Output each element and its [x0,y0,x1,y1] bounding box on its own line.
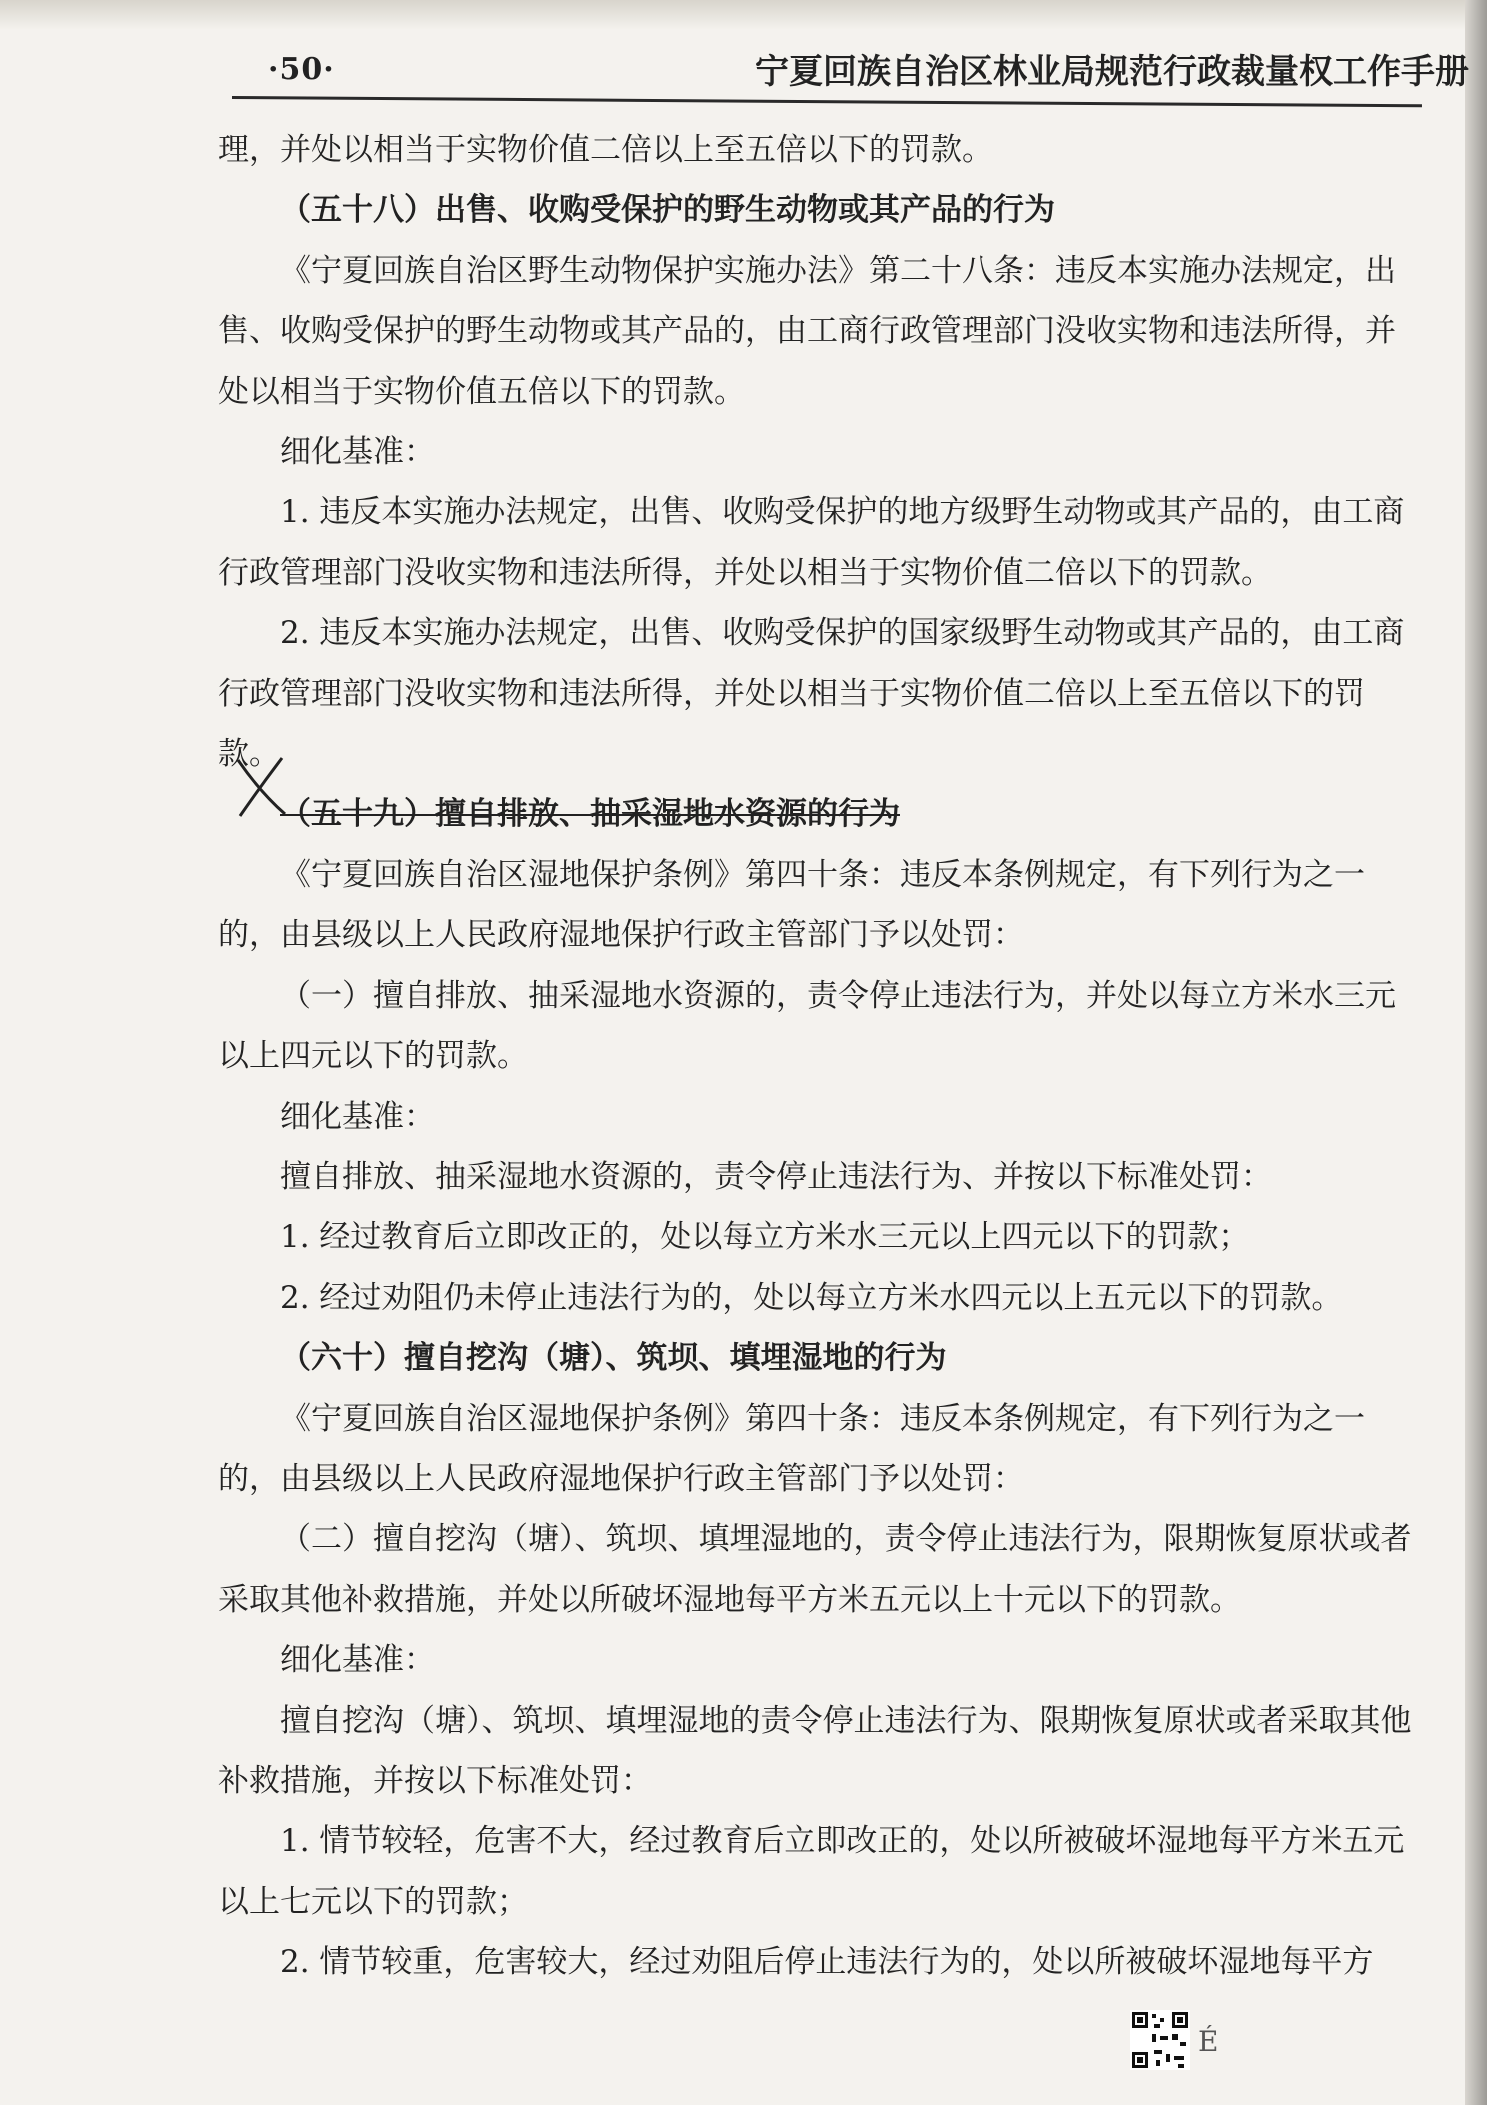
handwritten-cross-icon [230,752,300,822]
page-number: ·50· [268,52,335,87]
header-rule [232,96,1422,107]
paragraph: 1. 情节较轻，危害不大，经过教育后立即改正的，处以所被破坏湿地每平方米五元以上七元以下的罚款； [218,1823,1405,1920]
paragraph: 《宁夏回族自治区湿地保护条例》第四十条：违反本条例规定，有下列行为之一的，由县级以上人民政府湿地保护行政主管部门予以处罚： [218,1400,1365,1497]
qr-code-icon [1130,2010,1190,2070]
section-heading-struck: （五十九）擅自排放、抽采湿地水资源的行为 [280,796,900,833]
paragraph: （二）擅自挖沟（塘）、筑坝、填埋湿地的，责令停止违法行为，限期恢复原状或者采取其他补救措施，并处以所破坏湿地每平方米五元以上十元以下的罚款。 [218,1521,1412,1618]
paragraph: 2. 违反本实施办法规定，出售、收购受保护的国家级野生动物或其产品的，由工商行政管理部门没收实物和违法所得，并处以相当于实物价值二倍以上至五倍以下的罚款。 [218,615,1405,773]
paragraph: 细化基准： [280,1642,435,1679]
paragraph: 细化基准： [280,434,435,471]
paragraph: （一）擅自排放、抽采湿地水资源的，责令停止违法行为，并处以每立方米水三元以上四元以下的罚款。 [218,977,1396,1075]
trailing-char: É [1198,2025,1219,2058]
paragraph: 1. 经过教育后立即改正的，处以每立方米水三元以上四元以下的罚款； [280,1219,1250,1256]
paragraph: 1. 违反本实施办法规定，出售、收购受保护的地方级野生动物或其产品的，由工商行政管理部门没收实物和违法所得，并处以相当于实物价值二倍以下的罚款。 [218,494,1405,591]
page-edge [1465,0,1487,2105]
section-heading: （六十）擅自挖沟（塘）、筑坝、填埋湿地的行为 [280,1340,947,1377]
paragraph: 2. 情节较重，危害较大，经过劝阻后停止违法行为的，处以所被破坏湿地每平方 [280,1944,1374,1981]
page-header [0,0,1487,120]
paragraph: 擅自挖沟（塘）、筑坝、填埋湿地的责令停止违法行为、限期恢复原状或者采取其他补救措施，并按以下标准处罚： [218,1702,1412,1799]
paragraph: 细化基准： [280,1098,435,1135]
paragraph: 擅自排放、抽采湿地水资源的，责令停止违法行为、并按以下标准处罚： [280,1158,1272,1195]
document-body [218,120,1413,1993]
section-heading: （五十八）出售、收购受保护的野生动物或其产品的行为 [280,192,1055,229]
running-title: 宁夏回族自治区林业局规范行政裁量权工作手册 [755,52,1469,92]
paragraph: 2. 经过劝阻仍未停止违法行为的，处以每立方米水四元以上五元以下的罚款。 [280,1279,1343,1316]
paragraph: 《宁夏回族自治区湿地保护条例》第四十条：违反本条例规定，有下列行为之一的，由县级以上人民政府湿地保护行政主管部门予以处罚： [218,856,1365,954]
paragraph: 《宁夏回族自治区野生动物保护实施办法》第二十八条：违反本实施办法规定，出售、收购受保护的野生动物或其产品的，由工商行政管理部门没收实物和违法所得，并处以相当于实物价值五倍以下的罚款。 [218,252,1396,410]
paragraph: 理，并处以相当于实物价值二倍以上至五倍以下的罚款。 [218,132,993,168]
